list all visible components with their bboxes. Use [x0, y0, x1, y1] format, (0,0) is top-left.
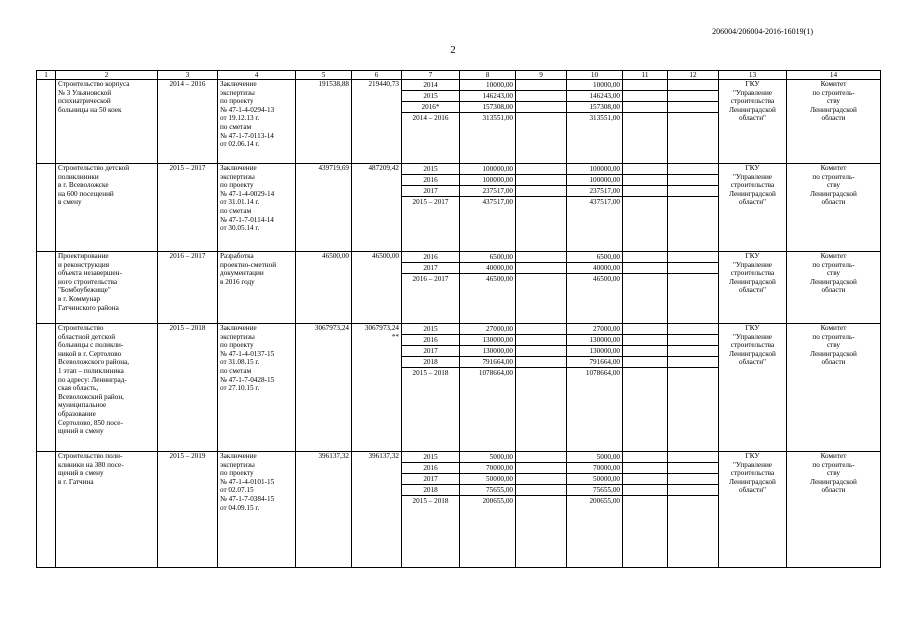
- regional-budget: [567, 80, 623, 164]
- other-sources-line: [668, 496, 718, 506]
- financing-total-line: 27000,00: [460, 324, 515, 335]
- financing-year: [402, 452, 460, 568]
- financing-total: [460, 252, 516, 324]
- estimated-cost: 3067973,24: [296, 324, 352, 452]
- financing-total-line: 130000,00: [460, 335, 515, 346]
- regional-budget-line: 27000,00: [567, 324, 622, 335]
- financing-year: [402, 80, 460, 164]
- federal-budget-line: [516, 346, 566, 357]
- local-budget-line: [623, 186, 667, 197]
- local-budget-line: [623, 102, 667, 113]
- financing-total-line: 100000,00: [460, 175, 515, 186]
- regional-budget: [567, 452, 623, 568]
- other-sources-line: [668, 175, 718, 186]
- responsible-body: Комитет по строитель- ству Ленинградской области: [787, 164, 881, 252]
- financing-year-line: 2015 – 2018: [412, 369, 449, 377]
- federal-budget-line: [516, 324, 566, 335]
- local-budget-line: [623, 485, 667, 496]
- other-sources-line: [668, 452, 718, 463]
- other-sources-line: [668, 368, 718, 378]
- table-row: [37, 80, 881, 164]
- other-sources-line: [668, 274, 718, 284]
- responsible-body: Комитет по строитель- ству Ленинградской области: [787, 80, 881, 164]
- financing-total-line: 100000,00: [460, 164, 515, 175]
- financing-total-line: 70000,00: [460, 463, 515, 474]
- column-header-12: 12: [668, 71, 719, 80]
- other-sources-line: [668, 102, 718, 113]
- documentation: Заключение экспертизы по проекту № 47-1-4-0029-14 от 31.01.14 г. по сметам № 47-1-7-0114-14 от 30.05.14 г.: [218, 164, 296, 252]
- federal-budget-line: [516, 274, 566, 284]
- federal-budget-line: [516, 80, 566, 91]
- financing-year-line: 2015: [402, 91, 459, 102]
- financing-total-line: 1078664,00: [478, 369, 513, 377]
- financing-year: [402, 252, 460, 324]
- other-sources: [668, 164, 719, 252]
- financing-year-line: 2016*: [402, 102, 459, 113]
- financing-year-line: 2016: [402, 252, 459, 263]
- local-budget-line: [623, 175, 667, 186]
- regional-budget-line: 5000,00: [567, 452, 622, 463]
- federal-budget-line: [516, 357, 566, 368]
- regional-budget-line: 437517,00: [589, 198, 620, 206]
- federal-budget-line: [516, 252, 566, 263]
- other-sources: [668, 252, 719, 324]
- other-sources-line: [668, 335, 718, 346]
- column-header-8: 8: [460, 71, 516, 80]
- regional-budget-line: 130000,00: [567, 346, 622, 357]
- local-budget-line: [623, 274, 667, 284]
- federal-budget-line: [516, 91, 566, 102]
- local-budget-line: [623, 324, 667, 335]
- financing-year-line: 2016 – 2017: [412, 275, 449, 283]
- federal-budget-line: [516, 164, 566, 175]
- financing-total: [460, 324, 516, 452]
- regional-budget: [567, 164, 623, 252]
- row-index: [37, 252, 56, 324]
- object-name: Строительство областной детской больницы с поликли- никой в г. Сертолово Всеволожского района, 1 этап – поликлиника по адресу: Ленинград- ская область, Всеволожский район, муниципальное образование Сертолово, 850 посе- щений в смену: [56, 324, 158, 452]
- construction-table: [36, 70, 881, 568]
- federal-budget: [516, 80, 567, 164]
- federal-budget-line: [516, 186, 566, 197]
- financing-total-line: 237517,00: [460, 186, 515, 197]
- financing-total-line: 146243,00: [460, 91, 515, 102]
- document-number: 206004/206004-2016-16019(1): [712, 27, 813, 36]
- row-index: [37, 324, 56, 452]
- federal-budget-line: [516, 102, 566, 113]
- regional-budget-line: 313551,00: [589, 114, 620, 122]
- financing-year-line: 2018: [402, 485, 459, 496]
- row-index: [37, 164, 56, 252]
- other-sources: [668, 324, 719, 452]
- documentation: Разработка проектно-сметной документации в 2016 году: [218, 252, 296, 324]
- construction-period: 2015 – 2019: [158, 452, 218, 568]
- local-budget-line: [623, 80, 667, 91]
- federal-budget-line: [516, 496, 566, 506]
- federal-budget: [516, 324, 567, 452]
- financing-total-line: 46500,00: [486, 275, 513, 283]
- table-row: [37, 324, 881, 452]
- column-header-1: 1: [37, 71, 56, 80]
- responsible-body: Комитет по строитель- ству Ленинградской области: [787, 324, 881, 452]
- regional-budget: [567, 324, 623, 452]
- federal-budget-line: [516, 463, 566, 474]
- other-sources-line: [668, 324, 718, 335]
- estimated-cost: 439719,69: [296, 164, 352, 252]
- financing-year-line: 2018: [402, 357, 459, 368]
- other-sources-line: [668, 346, 718, 357]
- financing-year-line: 2014 – 2016: [412, 114, 449, 122]
- table-row: [37, 452, 881, 568]
- other-sources-line: [668, 357, 718, 368]
- regional-budget-line: 237517,00: [567, 186, 622, 197]
- local-budget-line: [623, 164, 667, 175]
- customer: ГКУ "Управление строительства Ленинградской области": [719, 324, 787, 452]
- other-sources-line: [668, 91, 718, 102]
- federal-budget-line: [516, 452, 566, 463]
- financing-year-line: 2017: [402, 474, 459, 485]
- local-budget-line: [623, 452, 667, 463]
- local-budget: [623, 80, 668, 164]
- column-header-5: 5: [296, 71, 352, 80]
- regional-budget-line: 50000,00: [567, 474, 622, 485]
- current-cost: 487209,42: [352, 164, 402, 252]
- object-name: Строительство поли- клиники на 380 посе- щений в смену в г. Гатчина: [56, 452, 158, 568]
- column-header-6: 6: [352, 71, 402, 80]
- local-budget-line: [623, 474, 667, 485]
- construction-period: 2014 – 2016: [158, 80, 218, 164]
- financing-total-line: 10000,00: [460, 80, 515, 91]
- federal-budget-line: [516, 175, 566, 186]
- financing-total-line: 75655,00: [460, 485, 515, 496]
- estimated-cost: 46500,00: [296, 252, 352, 324]
- financing-total-line: 791664,00: [460, 357, 515, 368]
- current-cost: 3067973,24 **: [352, 324, 402, 452]
- financing-year: [402, 324, 460, 452]
- local-budget-line: [623, 91, 667, 102]
- regional-budget-line: 100000,00: [567, 164, 622, 175]
- regional-budget-line: 157308,00: [567, 102, 622, 113]
- federal-budget-line: [516, 335, 566, 346]
- financing-year-line: 2015: [402, 324, 459, 335]
- column-header-14: 14: [787, 71, 881, 80]
- object-name: Строительство корпуса № 3 Ульяновской психиатрической больницы на 50 коек: [56, 80, 158, 164]
- responsible-body: Комитет по строитель- ству Ленинградской области: [787, 252, 881, 324]
- other-sources-line: [668, 186, 718, 197]
- other-sources: [668, 452, 719, 568]
- customer: ГКУ "Управление строительства Ленинградской области": [719, 164, 787, 252]
- estimated-cost: 396137,32: [296, 452, 352, 568]
- federal-budget-line: [516, 485, 566, 496]
- regional-budget-line: 130000,00: [567, 335, 622, 346]
- documentation: Заключение экспертизы по проекту № 47-1-4-0101-15 от 02.07.15 № 47-1-7-0384-15 от 04.09.15 г.: [218, 452, 296, 568]
- local-budget-line: [623, 368, 667, 378]
- other-sources-line: [668, 474, 718, 485]
- local-budget-line: [623, 463, 667, 474]
- federal-budget-line: [516, 263, 566, 274]
- regional-budget-line: 40000,00: [567, 263, 622, 274]
- local-budget: [623, 324, 668, 452]
- local-budget-line: [623, 357, 667, 368]
- table-row: [37, 164, 881, 252]
- federal-budget-line: [516, 474, 566, 485]
- financing-total-line: 313551,00: [482, 114, 513, 122]
- other-sources-line: [668, 263, 718, 274]
- financing-year: [402, 164, 460, 252]
- financing-year-line: 2017: [402, 263, 459, 274]
- financing-year-line: 2017: [402, 186, 459, 197]
- regional-budget-line: 200655,00: [589, 497, 620, 505]
- local-budget-line: [623, 252, 667, 263]
- financing-total: [460, 452, 516, 568]
- header-row: [37, 71, 881, 80]
- financing-year-line: 2015 – 2017: [412, 198, 449, 206]
- other-sources-line: [668, 463, 718, 474]
- financing-total: [460, 164, 516, 252]
- federal-budget: [516, 164, 567, 252]
- financing-year-line: 2015: [402, 164, 459, 175]
- construction-period: 2015 – 2018: [158, 324, 218, 452]
- federal-budget-line: [516, 368, 566, 378]
- financing-total: [460, 80, 516, 164]
- table-row: [37, 252, 881, 324]
- financing-total-line: 130000,00: [460, 346, 515, 357]
- documentation: Заключение экспертизы по проекту № 47-1-4-0294-13 от 19.12.13 г. по сметам № 47-1-7-0113-14 от 02.06.14 г.: [218, 80, 296, 164]
- local-budget-line: [623, 335, 667, 346]
- documentation: Заключение экспертизы по проекту № 47-1-4-0137-15 от 31.08.15 г. по сметам № 47-1-7-0428-15 от 27.10.15 г.: [218, 324, 296, 452]
- customer: ГКУ "Управление строительства Ленинградской области": [719, 452, 787, 568]
- other-sources-line: [668, 252, 718, 263]
- object-name: Строительство детской поликлиники в г. Всеволожске на 600 посещений в смену: [56, 164, 158, 252]
- other-sources-line: [668, 197, 718, 207]
- page-number: 2: [450, 44, 456, 56]
- current-cost: 219440,73: [352, 80, 402, 164]
- column-header-4: 4: [218, 71, 296, 80]
- local-budget-line: [623, 496, 667, 506]
- local-budget: [623, 452, 668, 568]
- regional-budget-line: 70000,00: [567, 463, 622, 474]
- column-header-7: 7: [402, 71, 460, 80]
- row-index: [37, 452, 56, 568]
- financing-total-line: 437517,00: [482, 198, 513, 206]
- construction-period: 2015 – 2017: [158, 164, 218, 252]
- other-sources-line: [668, 80, 718, 91]
- row-index: [37, 80, 56, 164]
- current-cost: 396137,32: [352, 452, 402, 568]
- financing-total-line: 200655,00: [482, 497, 513, 505]
- financing-year-line: 2017: [402, 346, 459, 357]
- other-sources-line: [668, 485, 718, 496]
- column-header-13: 13: [719, 71, 787, 80]
- financing-year-line: 2015 – 2018: [412, 497, 449, 505]
- financing-year-line: 2015: [402, 452, 459, 463]
- local-budget-line: [623, 263, 667, 274]
- financing-total-line: 50000,00: [460, 474, 515, 485]
- column-header-9: 9: [516, 71, 567, 80]
- regional-budget: [567, 252, 623, 324]
- local-budget: [623, 252, 668, 324]
- regional-budget-line: 791664,00: [567, 357, 622, 368]
- other-sources-line: [668, 164, 718, 175]
- current-cost: 46500,00: [352, 252, 402, 324]
- estimated-cost: 191538,88: [296, 80, 352, 164]
- regional-budget-line: 100000,00: [567, 175, 622, 186]
- local-budget-line: [623, 346, 667, 357]
- federal-budget-line: [516, 113, 566, 123]
- construction-period: 2016 – 2017: [158, 252, 218, 324]
- regional-budget-line: 146243,00: [567, 91, 622, 102]
- customer: ГКУ "Управление строительства Ленинградской области": [719, 80, 787, 164]
- financing-total-line: 6500,00: [460, 252, 515, 263]
- federal-budget: [516, 252, 567, 324]
- other-sources-line: [668, 113, 718, 123]
- other-sources: [668, 80, 719, 164]
- column-header-10: 10: [567, 71, 623, 80]
- column-header-11: 11: [623, 71, 668, 80]
- financing-year-line: 2014: [402, 80, 459, 91]
- regional-budget-line: 10000,00: [567, 80, 622, 91]
- local-budget-line: [623, 197, 667, 207]
- local-budget-line: [623, 113, 667, 123]
- regional-budget-line: 75655,00: [567, 485, 622, 496]
- column-header-2: 2: [56, 71, 158, 80]
- financing-year-line: 2016: [402, 335, 459, 346]
- financing-total-line: 40000,00: [460, 263, 515, 274]
- federal-budget: [516, 452, 567, 568]
- column-header-3: 3: [158, 71, 218, 80]
- financing-total-line: 5000,00: [460, 452, 515, 463]
- federal-budget-line: [516, 197, 566, 207]
- regional-budget-line: 46500,00: [593, 275, 620, 283]
- object-name: Проектирование и реконструкция объекта незавершен- ного строительства "Бомбоубежище" в г. Коммунар Гатчинского района: [56, 252, 158, 324]
- regional-budget-line: 1078664,00: [585, 369, 620, 377]
- financing-year-line: 2016: [402, 175, 459, 186]
- local-budget: [623, 164, 668, 252]
- responsible-body: Комитет по строитель- ству Ленинградской области: [787, 452, 881, 568]
- financing-year-line: 2016: [402, 463, 459, 474]
- customer: ГКУ "Управление строительства Ленинградской области": [719, 252, 787, 324]
- financing-total-line: 157308,00: [460, 102, 515, 113]
- regional-budget-line: 6500,00: [567, 252, 622, 263]
